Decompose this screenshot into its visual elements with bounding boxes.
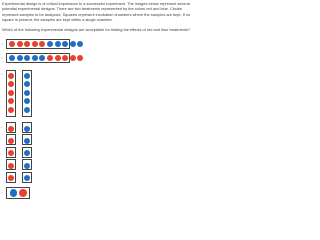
option-c-blue-sample	[24, 107, 30, 113]
option-e-checkbox[interactable]: □	[1, 191, 3, 195]
option-c-blue-sample	[24, 98, 30, 104]
option-a-red-sample	[32, 41, 38, 47]
option-a-red-sample	[9, 41, 15, 47]
option-b-blue-sample	[17, 55, 23, 61]
option-d-chamber	[22, 159, 32, 170]
option-a-red-sample	[17, 41, 23, 47]
option-b-red-sample	[55, 55, 61, 61]
option-c-blue-sample	[24, 81, 30, 87]
option-b-blue-sample	[24, 55, 30, 61]
option-a-blue-sample	[77, 41, 83, 47]
option-d-checkbox[interactable]: □	[1, 125, 3, 129]
option-b-blue-sample	[32, 55, 38, 61]
option-e-blue-sample	[10, 189, 17, 196]
option-a-checkbox[interactable]: □	[1, 42, 3, 46]
option-d-chamber	[22, 147, 32, 158]
option-d-red-sample	[8, 138, 14, 144]
option-c-blue-sample	[24, 90, 30, 96]
option-d-blue-sample	[24, 163, 30, 169]
option-d-blue-sample	[24, 138, 30, 144]
option-c-red-sample	[8, 81, 14, 87]
option-d-chamber	[22, 122, 32, 133]
option-a-blue-sample	[55, 41, 61, 47]
option-a-blue-sample	[47, 41, 53, 47]
option-a-blue-sample	[70, 41, 76, 47]
option-d-chamber	[22, 172, 32, 183]
option-c-chamber-red	[6, 70, 16, 117]
option-c-red-sample	[8, 90, 14, 96]
option-a-blue-sample	[62, 41, 68, 47]
option-d-chamber	[22, 134, 32, 145]
option-d-chamber	[6, 134, 16, 145]
option-c-red-sample	[8, 98, 14, 104]
option-a-design	[6, 39, 70, 49]
option-c-red-sample	[8, 107, 14, 113]
option-b-blue-sample	[9, 55, 15, 61]
option-d-red-sample	[8, 150, 14, 156]
option-d-chamber	[6, 172, 16, 183]
question-text: Which of the following experimental designs are acceptable for testing the effects of red and blue treatments?	[2, 27, 191, 32]
option-b-design	[6, 53, 70, 63]
option-c-chamber-blue	[22, 70, 32, 117]
option-b-red-sample	[62, 55, 68, 61]
option-b-red-sample	[77, 55, 83, 61]
option-e-red-sample	[19, 189, 26, 196]
option-c-blue-sample	[24, 73, 30, 79]
option-b-blue-sample	[39, 55, 45, 61]
option-d-chamber	[6, 122, 16, 133]
option-e-design	[6, 187, 30, 199]
option-b-checkbox[interactable]: □	[1, 56, 3, 60]
option-a-red-sample	[39, 41, 45, 47]
option-d-red-sample	[8, 175, 14, 181]
option-b-red-sample	[47, 55, 53, 61]
option-d-blue-sample	[24, 126, 30, 132]
option-d-chamber	[6, 147, 16, 158]
option-d-blue-sample	[24, 175, 30, 181]
option-a-red-sample	[24, 41, 30, 47]
option-d-blue-sample	[24, 150, 30, 156]
option-c-red-sample	[8, 73, 14, 79]
intro-text: Experimental design is of critical importance to a successful experiment. The images below represent several potential experimental designs. There are two treatments represented by the colors red and blue. Circles represent samples to be analyzed. Squares represent incubation chambers where the samples are kept. If no square is present, the samples are kept within a single chamber.	[2, 1, 191, 22]
option-b-red-sample	[70, 55, 76, 61]
option-d-red-sample	[8, 163, 14, 169]
option-d-red-sample	[8, 126, 14, 132]
option-c-checkbox[interactable]: □	[1, 72, 3, 76]
option-d-chamber	[6, 159, 16, 170]
